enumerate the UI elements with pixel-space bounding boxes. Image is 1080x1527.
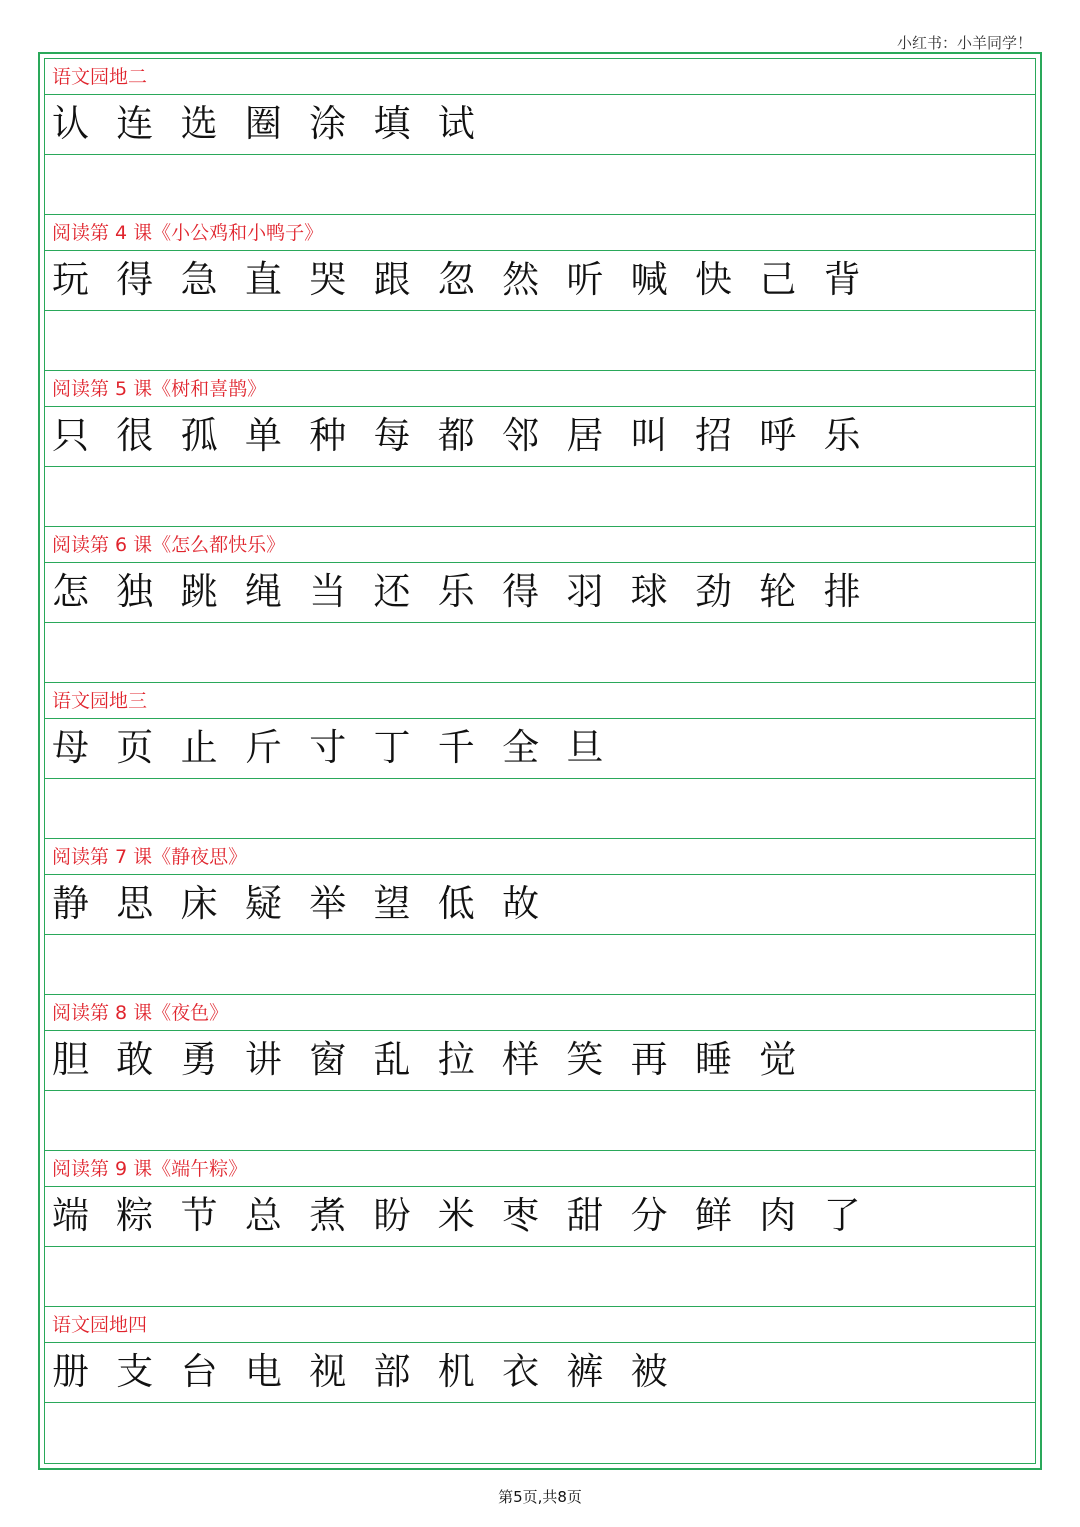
ruled-line xyxy=(44,1090,1036,1091)
character: 止 xyxy=(180,726,218,769)
lesson-title: 阅读第 7 课《静夜思》 xyxy=(52,846,248,868)
character: 认 xyxy=(52,102,89,145)
character: 呼 xyxy=(759,414,797,457)
character: 被 xyxy=(630,1350,668,1393)
character: 衣 xyxy=(502,1350,540,1393)
character: 端 xyxy=(52,1194,89,1237)
word-section xyxy=(44,1306,1036,1462)
character: 米 xyxy=(437,1194,475,1237)
character: 哭 xyxy=(309,258,347,301)
lesson-title: 语文园地三 xyxy=(52,690,148,712)
character: 甜 xyxy=(566,1194,604,1237)
word-section xyxy=(44,1150,1036,1306)
character: 裤 xyxy=(566,1350,604,1393)
watermark: 小红书：小羊同学！ xyxy=(896,34,1032,52)
character: 拉 xyxy=(437,1038,475,1081)
character-row xyxy=(52,94,502,154)
character: 独 xyxy=(116,570,154,613)
character: 只 xyxy=(52,414,89,457)
word-section xyxy=(44,214,1036,370)
character: 千 xyxy=(437,726,475,769)
character: 煮 xyxy=(309,1194,347,1237)
character: 居 xyxy=(566,414,604,457)
character: 选 xyxy=(180,102,218,145)
lesson-title: 语文园地四 xyxy=(52,1314,148,1336)
character: 床 xyxy=(180,882,218,925)
character: 了 xyxy=(823,1194,861,1237)
character: 孤 xyxy=(180,414,218,457)
lesson-title: 阅读第 8 课《夜色》 xyxy=(52,1002,229,1024)
character: 背 xyxy=(823,258,861,301)
character: 窗 xyxy=(309,1038,347,1081)
ruled-line xyxy=(44,466,1036,467)
character: 盼 xyxy=(373,1194,411,1237)
character: 轮 xyxy=(759,570,797,613)
character: 勇 xyxy=(180,1038,218,1081)
character: 部 xyxy=(373,1350,411,1393)
character: 种 xyxy=(309,414,347,457)
character: 视 xyxy=(309,1350,347,1393)
character: 斤 xyxy=(244,726,282,769)
character: 乐 xyxy=(437,570,475,613)
character: 睡 xyxy=(694,1038,732,1081)
lesson-title: 语文园地二 xyxy=(52,66,148,88)
character: 总 xyxy=(244,1194,282,1237)
character: 跳 xyxy=(180,570,218,613)
character-row xyxy=(52,874,566,934)
character: 忽 xyxy=(437,258,475,301)
character: 叫 xyxy=(630,414,668,457)
character: 丁 xyxy=(373,726,411,769)
word-section xyxy=(44,838,1036,994)
character: 疑 xyxy=(244,882,282,925)
word-section xyxy=(44,994,1036,1150)
character: 肉 xyxy=(759,1194,797,1237)
character: 连 xyxy=(116,102,154,145)
character: 样 xyxy=(502,1038,540,1081)
character: 静 xyxy=(52,882,89,925)
character: 全 xyxy=(502,726,540,769)
lesson-title: 阅读第 5 课《树和喜鹊》 xyxy=(52,378,267,400)
character: 怎 xyxy=(52,570,89,613)
character: 单 xyxy=(244,414,282,457)
ruled-line xyxy=(44,778,1036,779)
lesson-title: 阅读第 9 课《端午粽》 xyxy=(52,1158,248,1180)
word-section xyxy=(44,526,1036,682)
word-section xyxy=(44,682,1036,838)
character: 得 xyxy=(502,570,540,613)
character: 胆 xyxy=(52,1038,89,1081)
word-section xyxy=(44,370,1036,526)
character: 听 xyxy=(566,258,604,301)
character: 旦 xyxy=(566,726,604,769)
character: 机 xyxy=(437,1350,475,1393)
character: 然 xyxy=(502,258,540,301)
character-row xyxy=(52,1030,824,1090)
ruled-line xyxy=(44,154,1036,155)
character-row xyxy=(52,718,631,778)
ruled-line xyxy=(44,1246,1036,1247)
character: 乱 xyxy=(373,1038,411,1081)
character: 己 xyxy=(759,258,797,301)
character: 涂 xyxy=(309,102,347,145)
character: 都 xyxy=(437,414,475,457)
character: 直 xyxy=(244,258,282,301)
character: 羽 xyxy=(566,570,604,613)
ruled-line xyxy=(44,310,1036,311)
character: 喊 xyxy=(630,258,668,301)
character: 急 xyxy=(180,258,218,301)
character-row xyxy=(52,562,888,622)
character: 圈 xyxy=(244,102,282,145)
character: 绳 xyxy=(244,570,282,613)
character-row xyxy=(52,1186,888,1246)
character: 觉 xyxy=(759,1038,797,1081)
character: 邻 xyxy=(502,414,540,457)
character: 玩 xyxy=(52,258,89,301)
character: 分 xyxy=(630,1194,668,1237)
character: 册 xyxy=(52,1350,89,1393)
character: 台 xyxy=(180,1350,218,1393)
character: 每 xyxy=(373,414,411,457)
lesson-title: 阅读第 6 课《怎么都快乐》 xyxy=(52,534,286,556)
character: 乐 xyxy=(823,414,861,457)
character-row xyxy=(52,250,888,310)
character: 敢 xyxy=(116,1038,154,1081)
character: 再 xyxy=(630,1038,668,1081)
character: 球 xyxy=(630,570,668,613)
character: 得 xyxy=(116,258,154,301)
character-row xyxy=(52,1342,695,1402)
character: 讲 xyxy=(244,1038,282,1081)
character: 母 xyxy=(52,726,89,769)
character: 支 xyxy=(116,1350,154,1393)
character: 粽 xyxy=(116,1194,154,1237)
character: 举 xyxy=(309,882,347,925)
character: 当 xyxy=(309,570,347,613)
character: 低 xyxy=(437,882,475,925)
character: 故 xyxy=(502,882,540,925)
character: 页 xyxy=(116,726,154,769)
character: 劲 xyxy=(694,570,732,613)
lesson-title: 阅读第 4 课《小公鸡和小鸭子》 xyxy=(52,222,324,244)
character: 招 xyxy=(694,414,732,457)
character: 很 xyxy=(116,414,154,457)
ruled-line xyxy=(44,622,1036,623)
character: 快 xyxy=(694,258,732,301)
character: 思 xyxy=(116,882,154,925)
character: 鲜 xyxy=(694,1194,732,1237)
character: 节 xyxy=(180,1194,218,1237)
character: 寸 xyxy=(309,726,347,769)
page-number: 第5页,共8页 xyxy=(498,1488,582,1506)
character: 试 xyxy=(437,102,475,145)
character: 跟 xyxy=(373,258,411,301)
character: 电 xyxy=(244,1350,282,1393)
word-section xyxy=(44,58,1036,214)
character: 笑 xyxy=(566,1038,604,1081)
character: 填 xyxy=(373,102,411,145)
character: 望 xyxy=(373,882,411,925)
character-row xyxy=(52,406,888,466)
ruled-line xyxy=(44,1402,1036,1403)
character: 枣 xyxy=(502,1194,540,1237)
character: 还 xyxy=(373,570,411,613)
character: 排 xyxy=(823,570,861,613)
ruled-line xyxy=(44,934,1036,935)
